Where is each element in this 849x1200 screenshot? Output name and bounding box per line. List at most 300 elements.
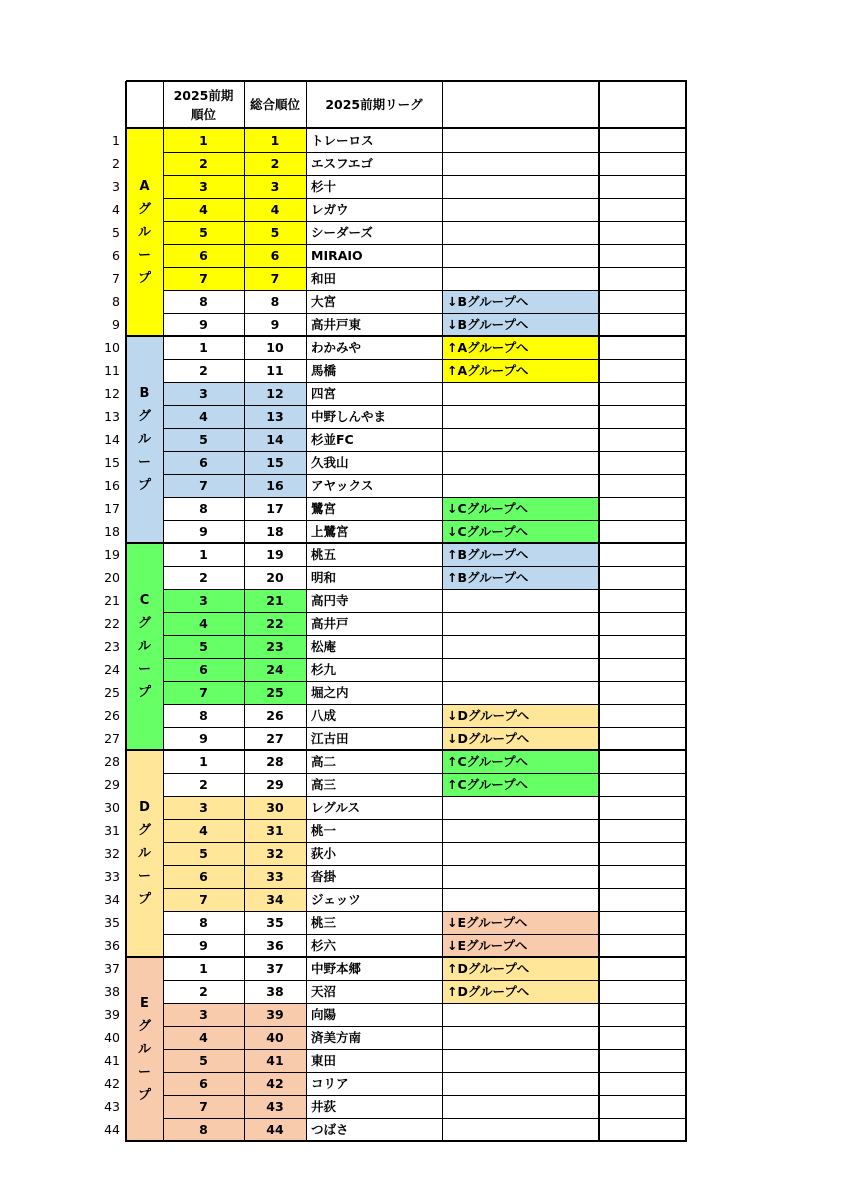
group-rank-cell: 7: [163, 681, 244, 704]
overall-rank-cell: 22: [244, 612, 306, 635]
grid-line: [163, 405, 687, 406]
grid-line: [163, 520, 687, 521]
row-number: 11: [104, 363, 120, 378]
group-label-char: プ: [137, 478, 151, 493]
blank-cell: [599, 934, 686, 957]
team-name-cell: 四宮: [311, 386, 337, 401]
blank-cell: [599, 175, 686, 198]
group-rank-cell: 7: [163, 267, 244, 290]
blank-cell: [599, 612, 686, 635]
blank-cell: [599, 681, 686, 704]
overall-rank-cell: 28: [266, 754, 284, 769]
overall-rank-cell: 21: [244, 589, 306, 612]
grid-line: [163, 589, 687, 590]
group-label-char: B: [139, 386, 150, 401]
group-rank-cell: 6: [163, 865, 244, 888]
group-rank-cell: 7: [163, 1095, 244, 1118]
grid-line: [163, 152, 687, 153]
overall-rank-cell: 36: [266, 938, 284, 953]
team-name-cell: ジェッツ: [311, 892, 361, 907]
group-label-char: ー: [137, 455, 151, 470]
movement-note-cell: [442, 819, 599, 842]
team-name-cell: 久我山: [311, 455, 349, 470]
overall-rank-cell: 25: [244, 681, 306, 704]
row-number: 30: [104, 800, 120, 815]
blank-cell: [599, 819, 686, 842]
team-name-cell: つばさ: [311, 1122, 349, 1137]
team-name-cell: 江古田: [311, 731, 349, 746]
group-label-char: グ: [137, 202, 151, 217]
grid-line: [163, 267, 687, 268]
movement-note-cell: [442, 267, 599, 290]
overall-rank-cell: 6: [244, 244, 306, 267]
team-name-cell: 天沼: [311, 984, 337, 999]
row-number: 6: [112, 248, 120, 263]
row-number: 28: [104, 754, 120, 769]
movement-note-cell: [442, 589, 599, 612]
grid-line: [163, 796, 687, 797]
blank-cell: [599, 566, 686, 589]
overall-rank-cell: 16: [244, 474, 306, 497]
grid-line: [163, 635, 687, 636]
group-rank-cell: 1: [199, 754, 208, 769]
blank-cell: [599, 842, 686, 865]
group-label-char: ル: [137, 639, 151, 654]
blank-cell: [599, 313, 686, 336]
blank-cell: [599, 405, 686, 428]
overall-rank-cell: 30: [244, 796, 306, 819]
group-label-d: [126, 750, 163, 957]
overall-rank-cell: 31: [244, 819, 306, 842]
movement-note-cell: [442, 221, 599, 244]
group-rank-cell: 8: [163, 1118, 244, 1141]
blank-cell: [599, 888, 686, 911]
grid-line: [598, 81, 600, 1142]
movement-note-cell: [442, 474, 599, 497]
grid-line: [163, 819, 687, 820]
team-name-cell: トレーロス: [311, 133, 374, 148]
team-name-cell: 杉並FC: [311, 432, 354, 447]
blank-cell: [599, 244, 686, 267]
team-name-cell: 沓掛: [311, 869, 337, 884]
row-number: 44: [104, 1122, 120, 1137]
grid-line: [163, 1072, 687, 1073]
grid-line: [126, 80, 687, 82]
row-number: 5: [112, 225, 120, 240]
group-rank-cell: 3: [163, 382, 244, 405]
team-name-cell: エスフエゴ: [311, 156, 373, 171]
row-number: 23: [104, 639, 120, 654]
overall-rank-cell: 15: [244, 451, 306, 474]
team-name-cell: 杉六: [311, 938, 337, 953]
movement-note-cell: [442, 1003, 599, 1026]
row-number: 29: [104, 777, 120, 792]
row-number: 42: [104, 1076, 120, 1091]
overall-rank-cell: 9: [270, 317, 280, 332]
team-name-cell: 高二: [311, 754, 337, 769]
blank-cell: [599, 267, 686, 290]
grid-line: [163, 888, 687, 889]
grid-line: [685, 81, 687, 1142]
row-number: 7: [112, 271, 120, 286]
team-name-cell: 上鷺宮: [311, 524, 349, 539]
team-name-cell: わかみや: [311, 340, 362, 355]
team-name-cell: 桃三: [311, 915, 337, 930]
overall-rank-cell: 19: [266, 547, 284, 562]
blank-cell: [599, 152, 686, 175]
row-number: 18: [104, 524, 120, 539]
grid-line: [244, 81, 245, 1142]
movement-note-cell: ↑Aグループへ: [442, 336, 599, 359]
grid-line: [306, 81, 307, 1142]
group-rank-cell: 7: [163, 888, 244, 911]
grid-line: [163, 658, 687, 659]
movement-note-cell: ↑Dグループへ: [442, 957, 599, 980]
team-name-cell: 桃五: [311, 547, 337, 562]
group-rank-cell: 3: [163, 1003, 244, 1026]
overall-rank-cell: 11: [266, 363, 284, 378]
team-name-cell: アヤックス: [311, 478, 374, 493]
overall-rank-cell: 43: [244, 1095, 306, 1118]
grid-line: [163, 704, 687, 705]
row-number: 9: [112, 317, 120, 332]
group-rank-cell: 8: [199, 708, 208, 723]
overall-rank-cell: 20: [266, 570, 284, 585]
group-label-char: A: [139, 179, 150, 194]
row-number: 14: [104, 432, 120, 447]
movement-note-cell: ↓Eグループへ: [442, 911, 599, 934]
grid-line: [163, 727, 687, 728]
overall-rank-cell: 3: [244, 175, 306, 198]
overall-rank-cell: 18: [266, 524, 284, 539]
row-number: 35: [104, 915, 120, 930]
group-rank-cell: 1: [199, 961, 208, 976]
blank-cell: [599, 1049, 686, 1072]
group-label-b: [126, 336, 163, 543]
blank-cell: [599, 589, 686, 612]
movement-note-cell: [442, 152, 599, 175]
row-number: 25: [104, 685, 120, 700]
movement-note-cell: ↓Cグループへ: [442, 520, 599, 543]
movement-note-cell: [442, 405, 599, 428]
movement-note-cell: [442, 865, 599, 888]
team-name-cell: 井荻: [311, 1099, 337, 1114]
movement-note-cell: [442, 175, 599, 198]
movement-note-cell: [442, 612, 599, 635]
blank-cell: [599, 1118, 686, 1141]
team-name-cell: 高円寺: [311, 593, 349, 608]
group-label-char: グ: [137, 823, 151, 838]
group-rank-cell: 8: [199, 915, 208, 930]
group-label-char: ル: [137, 846, 151, 861]
group-label-char: プ: [137, 1087, 151, 1103]
movement-note-cell: ↓Cグループへ: [442, 497, 599, 520]
group-rank-cell: 8: [199, 294, 208, 309]
group-rank-cell: 6: [163, 451, 244, 474]
team-name-cell: 八成: [311, 708, 337, 723]
blank-cell: [599, 520, 686, 543]
grid-line: [163, 497, 687, 498]
grid-line: [163, 681, 687, 682]
movement-note-cell: ↑Cグループへ: [442, 750, 599, 773]
grid-line: [163, 865, 687, 866]
blank-cell: [599, 635, 686, 658]
row-number: 24: [104, 662, 120, 677]
blank-cell: [599, 1026, 686, 1049]
group-label-char: C: [139, 593, 150, 608]
group-rank-cell: 6: [163, 658, 244, 681]
overall-rank-cell: 33: [244, 865, 306, 888]
group-label-char: ル: [137, 1041, 151, 1057]
row-number: 3: [112, 179, 120, 194]
grid-line: [163, 221, 687, 222]
overall-rank-cell: 2: [244, 152, 306, 175]
team-name-cell: 杉十: [311, 179, 337, 194]
row-number: 10: [104, 340, 120, 355]
blank-cell: [599, 1072, 686, 1095]
group-label-char: プ: [137, 271, 151, 286]
group-label-char: ル: [137, 225, 151, 240]
group-rank-cell: 4: [163, 405, 244, 428]
group-rank-cell: 7: [163, 474, 244, 497]
group-label-e: [126, 957, 163, 1141]
group-label-char: プ: [137, 892, 151, 907]
grid-line: [163, 313, 687, 314]
group-rank-cell: 5: [163, 1049, 244, 1072]
movement-note-cell: [442, 129, 599, 152]
grid-line: [125, 81, 127, 1142]
team-name-cell: 済美方南: [311, 1030, 362, 1045]
grid-line: [126, 335, 687, 337]
team-name-cell: 高井戸東: [311, 317, 362, 332]
group-rank-cell: 4: [163, 1026, 244, 1049]
overall-rank-cell: 34: [244, 888, 306, 911]
grid-line: [163, 428, 687, 429]
row-number: 19: [104, 547, 120, 562]
grid-line: [163, 198, 687, 199]
group-rank-cell: 2: [199, 777, 208, 792]
team-name-cell: 和田: [311, 271, 337, 286]
group-rank-cell: 3: [163, 175, 244, 198]
row-number: 16: [104, 478, 120, 493]
group-rank-cell: 1: [199, 340, 208, 355]
team-name-cell: 高井戸: [311, 616, 349, 631]
grid-line: [163, 980, 687, 981]
grid-line: [126, 542, 687, 544]
grid-line: [163, 451, 687, 452]
team-name-cell: レガウ: [311, 202, 349, 217]
group-rank-cell: 4: [163, 612, 244, 635]
movement-note-cell: [442, 888, 599, 911]
row-number: 2: [112, 156, 120, 171]
group-rank-cell: 3: [163, 589, 244, 612]
row-number: 32: [104, 846, 120, 861]
team-name-cell: 馬橋: [311, 363, 337, 378]
blank-cell: [599, 198, 686, 221]
row-number: 40: [104, 1030, 120, 1045]
movement-note-cell: ↑Dグループへ: [442, 980, 599, 1003]
grid-line: [163, 934, 687, 935]
team-name-cell: コリア: [311, 1076, 349, 1091]
grid-line: [163, 773, 687, 774]
row-number: 1: [112, 133, 120, 148]
grid-line: [163, 1049, 687, 1050]
grid-line: [163, 81, 164, 1142]
row-number: 13: [104, 409, 120, 424]
grid-line: [126, 127, 687, 129]
overall-rank-cell: 10: [266, 340, 284, 355]
group-rank-cell: 5: [163, 635, 244, 658]
team-name-cell: 中野しんやま: [311, 409, 387, 424]
grid-line: [163, 1095, 687, 1096]
blank-cell: [599, 911, 686, 934]
row-number: 17: [104, 501, 120, 516]
grid-line: [126, 1140, 687, 1142]
row-number: 26: [104, 708, 120, 723]
row-number: 39: [104, 1007, 120, 1022]
group-rank-cell: 2: [199, 984, 208, 999]
row-number: 8: [112, 294, 120, 309]
overall-rank-cell: 17: [266, 501, 284, 516]
grid-line: [163, 1118, 687, 1119]
row-number: 43: [104, 1099, 120, 1114]
overall-rank-cell: 14: [244, 428, 306, 451]
grid-line: [163, 359, 687, 360]
group-rank-cell: 2: [199, 363, 208, 378]
movement-note-cell: ↑Bグループへ: [442, 566, 599, 589]
movement-note-cell: [442, 681, 599, 704]
overall-rank-cell: 24: [244, 658, 306, 681]
row-number: 4: [112, 202, 120, 217]
overall-rank-cell: 23: [244, 635, 306, 658]
header-rank-line2: 順位: [190, 106, 216, 122]
grid-line: [163, 911, 687, 912]
row-number: 41: [104, 1053, 120, 1068]
overall-rank-cell: 40: [244, 1026, 306, 1049]
team-name-cell: シーダーズ: [311, 225, 373, 240]
grid-line: [163, 382, 687, 383]
overall-rank-cell: 1: [244, 129, 306, 152]
header-rank: [163, 81, 244, 128]
team-name-cell: 東田: [311, 1053, 337, 1068]
grid-line: [163, 244, 687, 245]
grid-line: [163, 566, 687, 567]
grid-line: [163, 612, 687, 613]
blank-cell: [599, 129, 686, 152]
overall-rank-cell: 8: [270, 294, 280, 309]
team-name-cell: 松庵: [311, 639, 337, 654]
blank-cell: [599, 658, 686, 681]
team-name-cell: 向陽: [311, 1007, 337, 1022]
group-rank-cell: 9: [199, 731, 208, 746]
group-label-char: プ: [137, 685, 151, 700]
group-rank-cell: 5: [163, 842, 244, 865]
team-name-cell: 杉九: [311, 662, 337, 677]
team-name-cell: 高三: [311, 777, 337, 792]
group-label-char: ル: [137, 432, 151, 447]
group-label-char: E: [140, 995, 149, 1011]
row-number: 33: [104, 869, 120, 884]
row-number: 37: [104, 961, 120, 976]
grid-line: [442, 81, 443, 1142]
team-name-cell: MIRAIO: [311, 248, 363, 263]
overall-rank-cell: 39: [244, 1003, 306, 1026]
group-label-char: グ: [137, 616, 151, 631]
movement-note-cell: [442, 1049, 599, 1072]
movement-note-cell: ↓Dグループへ: [442, 727, 599, 750]
grid-line: [163, 474, 687, 475]
blank-cell: [599, 543, 686, 566]
blank-cell: [599, 382, 686, 405]
row-number: 27: [104, 731, 120, 746]
header-league: [306, 81, 442, 128]
team-name-cell: 明和: [311, 570, 337, 585]
blank-cell: [599, 957, 686, 980]
movement-note-cell: [442, 842, 599, 865]
header-overall-label: 総合順位: [249, 97, 300, 112]
blank-cell: [599, 428, 686, 451]
group-rank-cell: 8: [199, 501, 208, 516]
blank-cell: [599, 1003, 686, 1026]
movement-note-cell: ↓Eグループへ: [442, 934, 599, 957]
movement-note-cell: [442, 451, 599, 474]
group-rank-cell: 9: [199, 524, 208, 539]
row-number: 31: [104, 823, 120, 838]
group-rank-cell: 3: [163, 796, 244, 819]
group-label-char: D: [139, 800, 150, 815]
movement-note-cell: [442, 635, 599, 658]
overall-rank-cell: 35: [266, 915, 284, 930]
overall-rank-cell: 42: [244, 1072, 306, 1095]
movement-note-cell: ↓Dグループへ: [442, 704, 599, 727]
movement-note-cell: [442, 382, 599, 405]
group-label-char: ー: [137, 1064, 151, 1080]
overall-rank-cell: 32: [244, 842, 306, 865]
overall-rank-cell: 5: [244, 221, 306, 244]
row-number: 21: [104, 593, 120, 608]
overall-rank-cell: 7: [244, 267, 306, 290]
overall-rank-cell: 27: [266, 731, 284, 746]
group-rank-cell: 9: [199, 317, 208, 332]
group-label-char: ー: [137, 662, 151, 677]
overall-rank-cell: 29: [266, 777, 284, 792]
team-name-cell: レグルス: [311, 800, 361, 815]
group-label-char: ー: [137, 869, 151, 884]
movement-note-cell: [442, 658, 599, 681]
group-rank-cell: 9: [199, 938, 208, 953]
grid-line: [163, 290, 687, 291]
row-number: 36: [104, 938, 120, 953]
grid-line: [126, 956, 687, 958]
blank-cell: [599, 980, 686, 1003]
movement-note-cell: ↓Bグループへ: [442, 313, 599, 336]
team-name-cell: 堀之内: [311, 685, 349, 700]
movement-note-cell: [442, 198, 599, 221]
overall-rank-cell: 44: [244, 1118, 306, 1141]
blank-cell: [599, 773, 686, 796]
group-rank-cell: 2: [199, 570, 208, 585]
team-name-cell: 大宮: [311, 294, 337, 309]
row-number: 22: [104, 616, 120, 631]
team-name-cell: 中野本郷: [311, 961, 362, 976]
group-label-c: [126, 543, 163, 750]
group-rank-cell: 4: [163, 198, 244, 221]
group-rank-cell: 1: [199, 547, 208, 562]
movement-note-cell: [442, 796, 599, 819]
team-name-cell: 桃一: [311, 823, 337, 838]
grid-line: [126, 749, 687, 751]
blank-cell: [599, 290, 686, 313]
